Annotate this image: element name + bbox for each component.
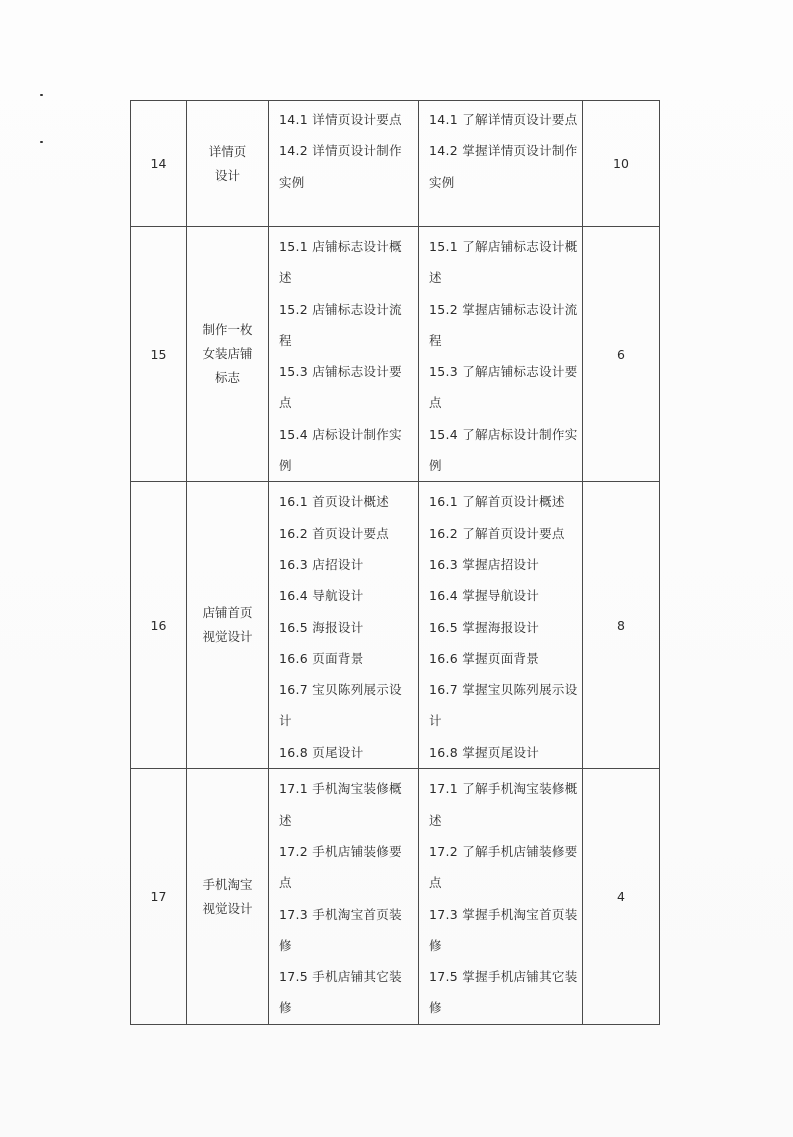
table-row (131, 227, 660, 482)
topic-line: 手机淘宝 (202, 876, 253, 892)
table-row (131, 769, 660, 1024)
goal-item: 14.2 掌握详情页设计制作实例 (429, 143, 578, 190)
goal-item: 16.5 掌握海报设计 (429, 619, 540, 635)
class-hours: 8 (583, 482, 660, 769)
chapter-topic (187, 227, 269, 482)
goals-cell (419, 101, 583, 227)
chapter-topic (187, 482, 269, 769)
scan-speck (40, 141, 43, 143)
syllabus-table (130, 100, 660, 1025)
chapter-number: 15 (131, 227, 187, 482)
topic-line: 制作一枚 (202, 322, 253, 338)
goal-item: 17.1 了解手机淘宝装修概述 (429, 781, 578, 828)
content-item: 16.8 页尾设计 (279, 744, 364, 760)
content-item: 16.3 店招设计 (279, 556, 364, 572)
goal-item: 16.6 掌握页面背景 (429, 650, 540, 666)
class-hours: 6 (583, 227, 660, 482)
content-item: 15.4 店标设计制作实例 (279, 426, 402, 474)
goal-item: 15.3 了解店铺标志设计要点 (429, 364, 578, 411)
table-row (131, 482, 660, 769)
content-item: 17.3 手机淘宝首页装修 (279, 906, 402, 953)
content-cell (269, 482, 419, 769)
chapter-topic (187, 101, 269, 227)
content-cell (269, 101, 419, 227)
goal-item: 17.5 掌握手机店铺其它装修 (429, 969, 578, 1016)
topic-line: 设计 (214, 167, 240, 183)
topic-line: 店铺首页 (202, 605, 253, 621)
chapter-number: 14 (131, 101, 187, 227)
goal-item: 15.1 了解店铺标志设计概述 (429, 239, 578, 286)
content-item: 15.2 店铺标志设计流程 (279, 301, 402, 348)
content-item: 15.1 店铺标志设计概述 (279, 239, 402, 286)
topic-line: 女装店铺 (202, 346, 253, 362)
class-hours: 10 (583, 101, 660, 227)
goal-item: 14.1 了解详情页设计要点 (429, 112, 578, 127)
content-item: 16.5 海报设计 (279, 619, 364, 635)
goal-item: 17.2 了解手机店铺装修要点 (429, 843, 578, 891)
content-item: 16.4 导航设计 (279, 588, 364, 604)
content-cell (269, 769, 419, 1024)
goal-item: 17.3 掌握手机淘宝首页装修 (429, 906, 578, 953)
topic-line: 视觉设计 (202, 900, 253, 916)
goals-cell (419, 482, 583, 769)
content-cell (269, 227, 419, 482)
content-item: 15.3 店铺标志设计要点 (279, 364, 402, 411)
goal-item: 15.4 了解店标设计制作实例 (429, 426, 578, 474)
content-item: 16.6 页面背景 (279, 650, 364, 666)
goal-item: 16.1 了解首页设计概述 (429, 494, 565, 510)
goal-item: 16.3 掌握店招设计 (429, 556, 540, 572)
content-item: 16.7 宝贝陈列展示设计 (279, 682, 402, 729)
chapter-number: 17 (131, 769, 187, 1024)
content-item: 16.1 首页设计概述 (279, 494, 390, 510)
goals-cell (419, 227, 583, 482)
goals-cell (419, 769, 583, 1024)
content-item: 17.5 手机店铺其它装修 (279, 969, 402, 1016)
topic-line: 标志 (214, 370, 240, 386)
goal-item: 16.8 掌握页尾设计 (429, 744, 540, 760)
topic-line: 视觉设计 (202, 629, 253, 645)
table-row (131, 101, 660, 227)
topic-line: 详情页 (208, 143, 247, 159)
content-item: 16.2 首页设计要点 (279, 525, 390, 541)
class-hours: 4 (583, 769, 660, 1024)
content-item: 17.2 手机店铺装修要点 (279, 843, 402, 891)
content-item: 14.2 详情页设计制作实例 (279, 143, 402, 190)
scan-speck (40, 94, 43, 96)
goal-item: 16.4 掌握导航设计 (429, 588, 540, 604)
chapter-topic (187, 769, 269, 1024)
goal-item: 16.2 了解首页设计要点 (429, 525, 565, 541)
content-item: 17.1 手机淘宝装修概述 (279, 781, 402, 828)
goal-item: 15.2 掌握店铺标志设计流程 (429, 301, 578, 348)
content-item: 14.1 详情页设计要点 (279, 112, 402, 127)
chapter-number: 16 (131, 482, 187, 769)
goal-item: 16.7 掌握宝贝陈列展示设计 (429, 682, 578, 729)
